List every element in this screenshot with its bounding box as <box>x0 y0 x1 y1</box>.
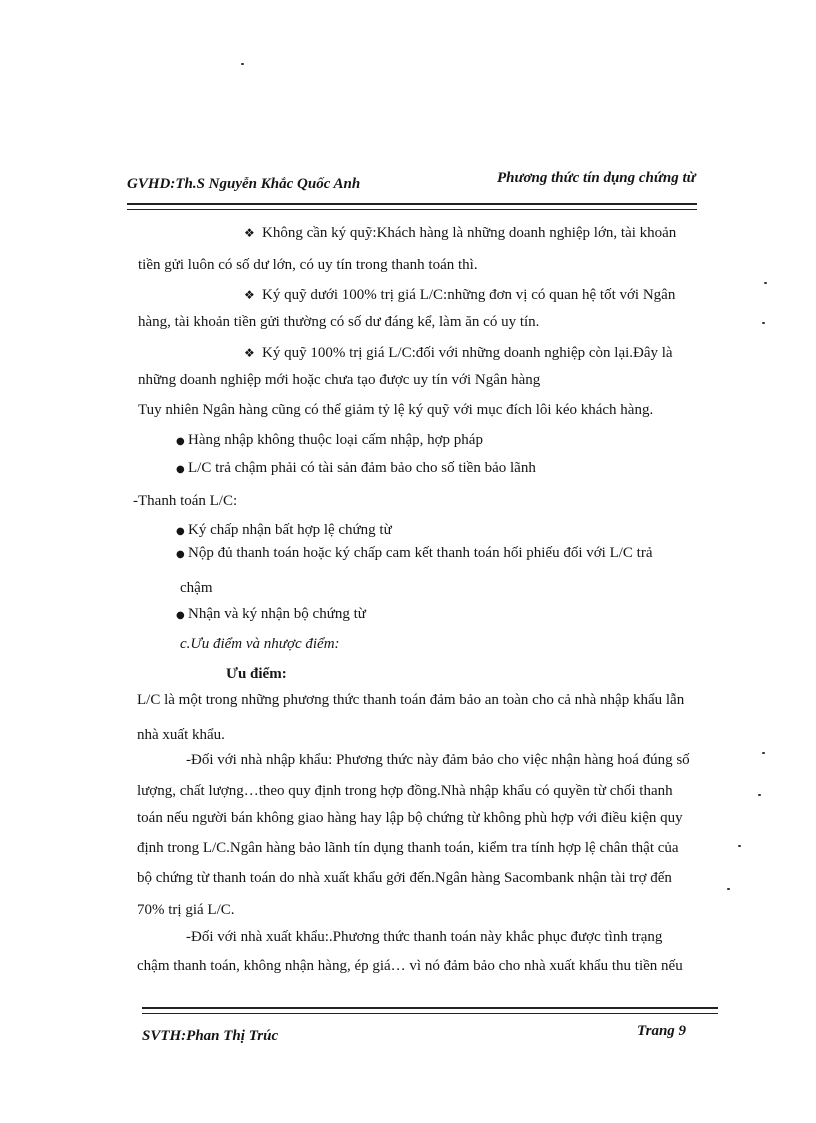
dot-bullet-icon: ● <box>176 610 185 621</box>
footer-rule-bottom <box>142 1013 718 1014</box>
dot-bullet-icon: ● <box>176 436 185 447</box>
scan-speck <box>762 322 765 324</box>
scan-speck <box>758 794 761 796</box>
diamond-bullet-icon: ❖ <box>244 288 255 302</box>
diamond-bullet-icon: ❖ <box>244 346 255 360</box>
body-line: Tuy nhiên Ngân hàng cũng có thể giảm tỷ lệ ký quỹ với mục đích lôi kéo khách hàng. <box>138 402 654 418</box>
subsection-heading: c.Ưu điểm và nhược điểm: <box>180 636 340 652</box>
body-line: chậm thanh toán, không nhận hàng, ép giá… vì nó đảm bảo cho nhà xuất khẩu thu tiền nếu <box>137 958 683 974</box>
body-line: định trong L/C.Ngân hàng bảo lãnh tín dụng thanh toán, kiểm tra tính hợp lệ chân thật của <box>137 840 679 856</box>
list-item: ● Nhận và ký nhận bộ chứng từ <box>176 606 366 622</box>
scan-speck <box>764 282 767 284</box>
dot-bullet-icon: ● <box>176 526 185 537</box>
list-item: ● L/C trả chậm phải có tài sản đảm bảo cho số tiền bảo lãnh <box>176 460 536 476</box>
footer-rule-top <box>142 1007 718 1009</box>
list-item: ● Nộp đủ thanh toán hoặc ký chấp cam kết thanh toán hối phiếu đối với L/C trả <box>176 545 653 561</box>
body-line: những doanh nghiệp mới hoặc chưa tạo được uy tín với Ngân hàng <box>138 372 541 388</box>
header-rule-bottom <box>127 209 697 210</box>
header-title: Phương thức tín dụng chứng từ <box>497 170 696 186</box>
page-number: Trang 9 <box>637 1023 687 1039</box>
body-line: 70% trị giá L/C. <box>137 902 235 918</box>
body-line: ❖ Không cần ký quỹ:Khách hàng là những doanh nghiệp lớn, tài khoản <box>244 225 677 241</box>
body-line: tiền gửi luôn có số dư lớn, có uy tín trong thanh toán thì. <box>138 257 478 273</box>
body-line: nhà xuất khẩu. <box>137 727 225 743</box>
body-line: lượng, chất lượng…theo quy định trong hợp đồng.Nhà nhập khẩu có quyền từ chối thanh <box>137 783 673 799</box>
scan-speck <box>241 63 244 65</box>
footer-student: SVTH:Phan Thị Trúc <box>142 1028 279 1044</box>
scan-speck <box>727 888 730 890</box>
scan-speck <box>738 845 741 847</box>
body-line: hàng, tài khoản tiền gửi thường có số dư đáng kể, làm ăn có uy tín. <box>138 314 540 330</box>
diamond-bullet-icon: ❖ <box>244 226 255 240</box>
section-heading: -Thanh toán L/C: <box>133 493 238 509</box>
body-line: chậm <box>180 580 213 596</box>
body-line: toán nếu người bán không giao hàng hay lập bộ chứng từ không phù hợp với điều kiện quy <box>137 810 683 826</box>
advantages-heading: Ưu điểm: <box>226 666 287 682</box>
list-item: ● Hàng nhập không thuộc loại cấm nhập, hợp pháp <box>176 432 483 448</box>
dot-bullet-icon: ● <box>176 464 185 475</box>
header-rule-top <box>127 203 697 205</box>
body-line: L/C là một trong những phương thức thanh toán đảm bảo an toàn cho cả nhà nhập khẩu lẫn <box>137 692 685 708</box>
body-line: bộ chứng từ thanh toán do nhà xuất khẩu gởi đến.Ngân hàng Sacombank nhận tài trợ đến <box>137 870 672 886</box>
body-line: ❖ Ký quỹ 100% trị giá L/C:đối với những doanh nghiệp còn lại.Đây là <box>244 345 673 361</box>
dot-bullet-icon: ● <box>176 549 185 560</box>
body-line: ❖ Ký quỹ dưới 100% trị giá L/C:những đơn vị có quan hệ tốt với Ngân <box>244 287 676 303</box>
scan-speck <box>762 752 765 754</box>
list-item: ● Ký chấp nhận bất hợp lệ chứng từ <box>176 522 392 538</box>
body-line: -Đối với nhà xuất khẩu:.Phương thức thanh toán này khắc phục được tình trạng <box>186 929 663 945</box>
body-line: -Đối với nhà nhập khẩu: Phương thức này đảm bảo cho việc nhận hàng hoá đúng số <box>186 752 690 768</box>
header-instructor: GVHD:Th.S Nguyễn Khắc Quốc Anh <box>127 176 361 192</box>
